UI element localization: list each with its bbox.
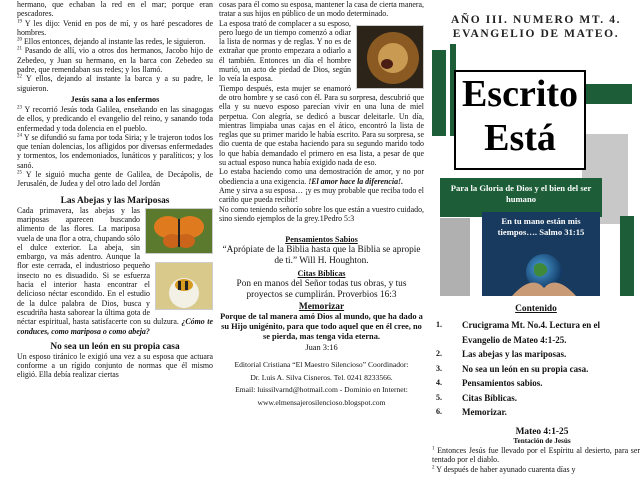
credits-line: Email: luissilvarnd@hotmail.com - Dominio en Internet: bbox=[235, 385, 408, 395]
thoughts-text: “Aprópiate de la Biblia hasta que la Biblia se apropie de ti.” Will H. Houghton. bbox=[222, 245, 421, 267]
decor-bar bbox=[620, 216, 634, 296]
verse-25: $^{25}$ Y le siguió mucha gente de Galilea, de Decápolis, de Jerusalén, de Judea y del otro lado del Jordán bbox=[17, 170, 213, 189]
paragraph: La esposa trató de complacer a su esposo, pero luego de un tiempo comenzó a odiar la lista de normas y de reglas. Y no es de extrañar que pronto empezara a odiarlo a él también. Entonces un día el hombre murió, un acto de piedad de Dios, según lo veía la esposa. bbox=[219, 19, 424, 84]
reading-subtitle: Tentación de Jesús bbox=[513, 437, 571, 445]
contents-title: Contenido bbox=[515, 304, 557, 314]
bees-title: Las Abejas y las Mariposas bbox=[60, 195, 170, 206]
gospel-label: EVANGELIO DE MATEO. bbox=[452, 28, 620, 40]
butterfly-image bbox=[145, 208, 213, 254]
contents-list bbox=[436, 318, 636, 420]
column-middle bbox=[219, 0, 424, 495]
verse-2: $^2$ Y después de haber ayunado cuarenta días y bbox=[432, 464, 576, 474]
memorize-ref: Juan 3:16 bbox=[305, 343, 338, 353]
quotes-text: Pon en manos del Señor todas tus obras, y tus proyectos se cumplirán. Proverbios 16:3 bbox=[236, 279, 407, 301]
list-item: 2. Las abejas y las mariposas. bbox=[436, 349, 567, 359]
verse-24: $^{24}$ Y se difundió su fama por toda Siria; y le trajeron todos los que tenían dolencias, los afligidos por diversas enfermedades y tormentos, los endemoniados, lunáticos y paralíticos; y los sanó. bbox=[17, 132, 213, 170]
cover-verse: En tu mano están mis tiempos…. Salmo 31:15 bbox=[497, 216, 585, 237]
paragraph: Tiempo después, esta mujer se enamoró de otro hombre y se casó con él. Para su sorpresa, descubrió que ella y su nuevo esposo parecían vivir en una luna de miel perpetua. Con alegría, se dedicó a buscar deleitarle. Un día, mientras limpiaba unas cajas en el ático, encontró la lista de reglas que su primer marido le había escrito. Para su sorpresa, se dio cuenta de que estaba haciendo para su segundo marido todo lo que había demandado el primero en esa lista, a pesar de que su actual esposo nunca había exigido nada de eso. bbox=[219, 83, 424, 168]
cover-graphic bbox=[432, 44, 640, 300]
column-left bbox=[17, 0, 213, 495]
list-item: 1. Crucigrama Mt. No.4. Lectura en el Evangelio de Mateo 4:1-25. bbox=[436, 320, 600, 345]
hands-earth-image bbox=[482, 212, 600, 296]
title-line: Escrito bbox=[461, 73, 579, 115]
credits bbox=[219, 359, 424, 409]
title-line: Está bbox=[484, 117, 556, 159]
quotes-title: Citas Bíblicas bbox=[297, 269, 346, 279]
issue-number: AÑO III. NUMERO MT. 4. bbox=[450, 14, 622, 26]
paragraph: cosas para él como su esposa, mantener la casa de cierta manera, tratar a sus hijos en público de un modo determinado. bbox=[219, 0, 424, 19]
bee-image bbox=[155, 262, 213, 310]
reading-title: Mateo 4:1-25 bbox=[515, 427, 569, 437]
verse-19: $^{19}$ Y les dijo: Venid en pos de mí, y os haré pescadores de hombres. bbox=[17, 18, 213, 37]
lion-image bbox=[356, 25, 424, 89]
paragraph: hermano, que echaban la red en el mar; porque eran pescadores. bbox=[17, 0, 213, 19]
list-item: 3. No sea un león en su propia casa. bbox=[436, 363, 589, 374]
lion-title: No sea un león en su propia casa bbox=[50, 341, 180, 352]
decor-bar bbox=[582, 84, 632, 104]
credits-line: Dr. Luis A. Silva Cisneros. Tel. 0241 8233566. bbox=[250, 372, 393, 382]
decor-bar bbox=[440, 218, 470, 296]
verse-21: $^{21}$ Pasando de allí, vio a otros dos hermanos, Jacobo hijo de Zebedeo, y Juan su hermano, en la barca con Zebedeo su padre, que remendaban sus redes; y los llamó. bbox=[17, 46, 213, 75]
verse-20: $^{20}$ Ellos entonces, dejando al instante las redes, le siguieron. bbox=[17, 37, 206, 47]
credits-line: www.elmensajerosilencioso.blogspot.com bbox=[257, 397, 386, 407]
paragraph: Ame y sirva a su esposa… ¡y es muy probable que reciba todo el cariño que pueda recibir! bbox=[219, 185, 424, 205]
paragraph: Lo estaba haciendo como una demostración de amor, y no por obediencia a una exigencia. !El amor hace la diferencia!. bbox=[219, 167, 424, 186]
lion-article: Un esposo tiránico le exigió una vez a su esposa que actuara conforme a un rígido conjunto de normas que él mismo eligió. Ella debía realizar ciertas bbox=[17, 351, 213, 380]
paragraph: No como teniendo señorío sobre los que están a vuestro cuidado, sino siendo ejemplos de la grey.1Pedro 5:3 bbox=[219, 204, 424, 223]
list-item: 4. Pensamientos sabios. bbox=[436, 378, 543, 388]
verse-23: $^{23}$ Y recorrió Jesús toda Galilea, enseñando en las sinagogas de ellos, y predicando el evangelio del reino, y sanando toda enfermedad y toda dolencia en el pueblo. bbox=[17, 104, 213, 133]
section-heading: Jesús sana a los enfermos bbox=[70, 94, 160, 104]
memorize-text: Porque de tal manera amó Dios al mundo, que ha dado a su Hijo unigénito, para que todo aquel que en él cree, no se pierda, mas tenga vida eterna. bbox=[220, 312, 423, 342]
verse-1: $^1$ Entonces Jesús fue llevado por el Espíritu al desierto, para ser tentado por el diablo. bbox=[432, 446, 640, 465]
memorize-title: Memorizar bbox=[298, 302, 345, 313]
list-item: 6. Memorizar. bbox=[436, 407, 507, 417]
reading-section bbox=[432, 427, 640, 474]
verse-22: $^{22}$ Y ellos, dejando al instante la barca y a su padre, le siguieron. bbox=[17, 74, 213, 93]
column-right bbox=[432, 0, 640, 495]
thoughts-title: Pensamientos Sabios bbox=[285, 235, 358, 245]
decor-bar bbox=[432, 50, 446, 136]
title-box bbox=[454, 70, 586, 170]
bees-article: Cada primavera, las abejas y las mariposas aparecen buscando alimento de las flores. La mariposa vuela de una flor a otra, chupando sólo el dulce exterior. La abeja, sin embargo, va más adentro. Aunque la flor este cerrada, el industrioso pequeño insecto no es disuadido. Si se esfuerza hacia el interior hasta encontrar el delicioso néctar escondido. En el estudio de la dulce palabra de Dios, busca y escudriña hasta saborear la última gota de néctar espiritual, hasta satisfacerte con su dulzura. ¿Cómo te conduces, como mariposa o como abeja? bbox=[17, 205, 213, 336]
list-item: 5. Citas Bíblicas. bbox=[436, 392, 518, 403]
credits-line: Editorial Cristiana “El Maestro Silencioso” Coordinador: bbox=[234, 360, 409, 370]
tagline-band: Para la Gloria de Dios y el bien del ser humano bbox=[440, 178, 602, 217]
